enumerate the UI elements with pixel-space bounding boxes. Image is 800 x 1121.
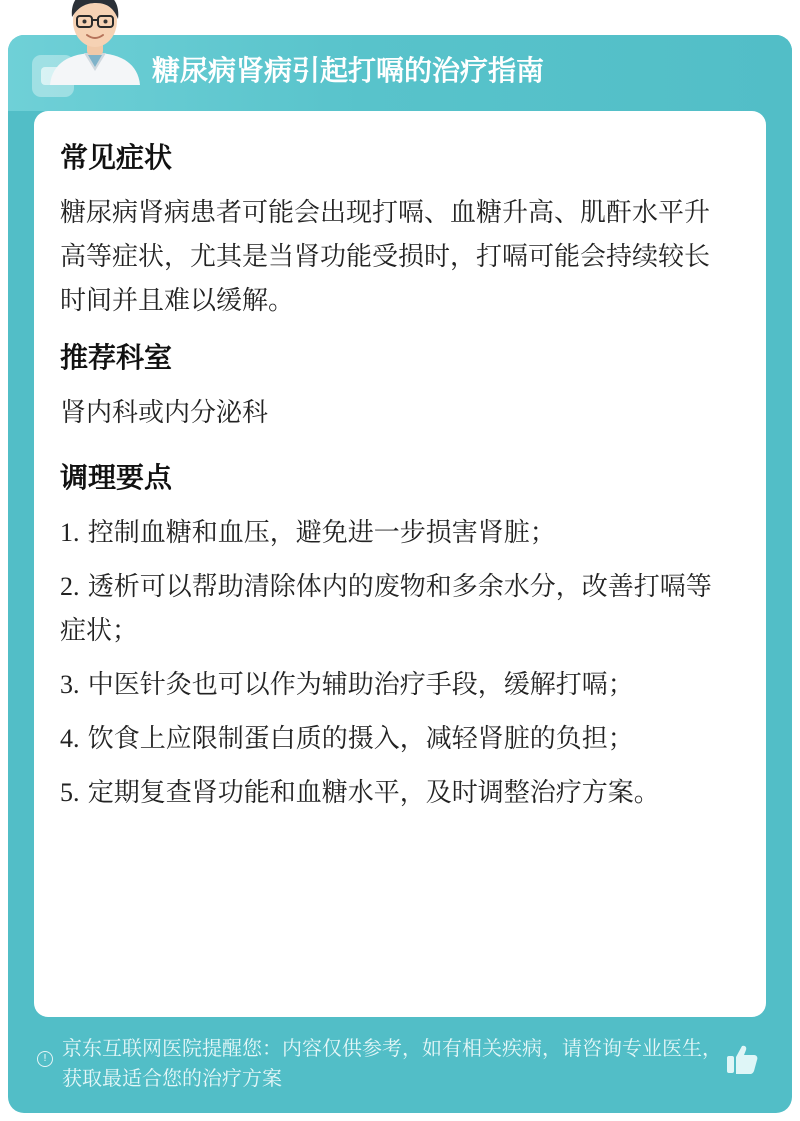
- symptoms-text: 糖尿病肾病患者可能会出现打嗝、血糖升高、肌酐水平升高等症状，尤其是当肾功能受损时，打嗝可能会持续较长时间并且难以缓解。: [60, 198, 711, 316]
- content-card: [34, 111, 766, 1017]
- list-item: [60, 511, 730, 555]
- item-number: 3.: [60, 670, 80, 699]
- info-icon: !: [37, 1051, 53, 1067]
- thumbs-up-icon[interactable]: [724, 1041, 760, 1077]
- item-number: 1.: [60, 518, 80, 547]
- care-list: [60, 511, 730, 815]
- item-text: 中医针灸也可以作为辅助治疗手段，缓解打嗝；: [87, 670, 634, 700]
- symptoms-heading: 常见症状: [60, 141, 173, 174]
- page-title: 糖尿病肾病引起打嗝的治疗指南: [152, 54, 545, 87]
- care-heading: 调理要点: [60, 461, 173, 494]
- item-text: 饮食上应限制蛋白质的摄入，减轻肾脏的负担；: [87, 724, 634, 754]
- item-text: 定期复查肾功能和血糖水平，及时调整治疗方案。: [87, 778, 660, 808]
- doctor-avatar: [40, 0, 150, 85]
- item-number: 5.: [60, 778, 80, 807]
- content-body: [60, 135, 730, 825]
- guide-frame: [8, 35, 792, 1113]
- item-number: 4.: [60, 724, 80, 753]
- item-number: 2.: [60, 572, 80, 601]
- department-heading: 推荐科室: [60, 341, 173, 374]
- list-item: [60, 663, 730, 707]
- list-item: [60, 771, 730, 815]
- item-text: 控制血糖和血压，避免进一步损害肾脏；: [87, 518, 556, 548]
- footer: [8, 1031, 792, 1113]
- disclaimer-text: 京东互联网医院提醒您：内容仅供参考，如有相关疾病，请咨询专业医生，获取最适合您的治疗方案: [62, 1036, 722, 1090]
- list-item: [60, 717, 730, 761]
- item-text: 透析可以帮助清除体内的废物和多余水分，改善打嗝等症状；: [60, 572, 712, 646]
- department-text: 肾内科或内分泌科: [60, 398, 269, 428]
- list-item: [60, 565, 730, 653]
